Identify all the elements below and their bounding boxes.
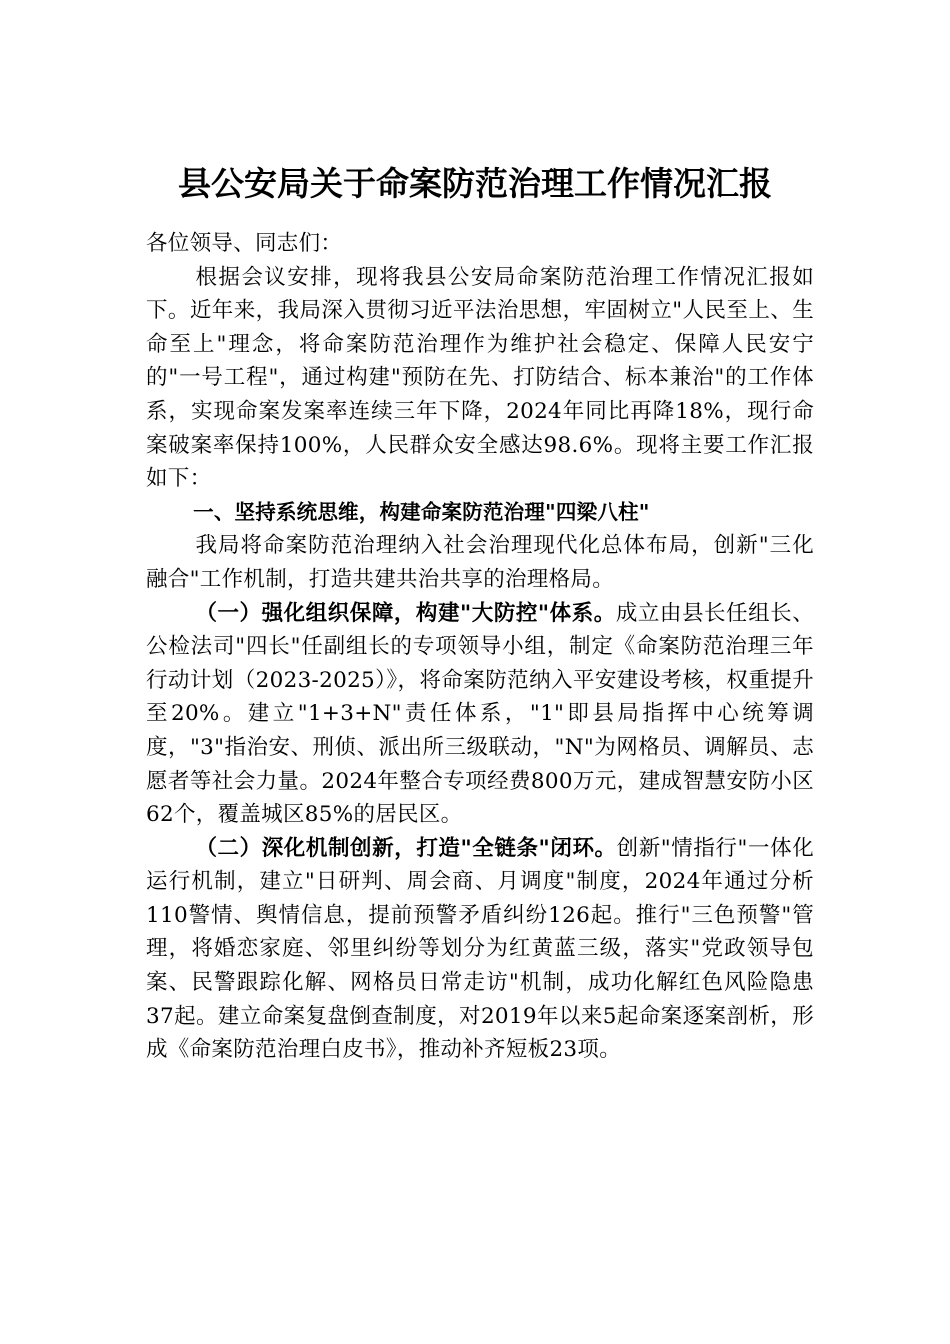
intro-paragraph: 根据会议安排，现将我县公安局命案防范治理工作情况汇报如下。近年来，我局深入贯彻习近平法治思想，牢固树立"人民至上、生命至上"理念，将命案防范治理作为维护社会稳定、保障人民安宁的"一号工程"，通过构建"预防在先、打防结合、标本兼治"的工作体系，实现命案发案率连续三年下降，2024年同比再降18%，现行命案破案率保持100%，人民群众安全感达98.6%。现将主要工作汇报如下：: [146, 264, 814, 492]
subsection-paragraph-2: [146, 832, 814, 1067]
subsection-heading-1: （一）强化组织保障，构建"大防控"体系。: [195, 600, 616, 626]
section-lead-paragraph: 我局将命案防范治理纳入社会治理现代化总体布局，创新"三化融合"工作机制，打造共建共治共享的治理格局。: [146, 533, 814, 592]
subsection-body-2: 创新"情指行"一体化运行机制，建立"日研判、周会商、月调度"制度，2024年通过分析110警情、舆情信息，提前预警矛盾纠纷126起。推行"三色预警"管理，将婚恋家庭、邻里纠纷等划分为红黄蓝三级，落实"党政领导包案、民警跟踪化解、网格员日常走访"机制，成功化解红色风险隐患37起。建立命案复盘倒查制度，对2019年以来5起命案逐案剖析，形成《命案防范治理白皮书》，推动补齐短板23项。: [146, 835, 815, 1063]
section-heading-1: 一、坚持系统思维，构建命案防范治理"四梁八柱": [193, 499, 650, 524]
subsection-body-1: 成立由县长任组长、公检法司"四长"任副组长的专项领导小组，制定《命案防范治理三年行动计划（2023-2025）》，将命案防范纳入平安建设考核，权重提升至20%。建立"1+3+N"责任体系，"1"即县局指挥中心统筹调度，"3"指治安、刑侦、派出所三级联动，"N"为网格员、调解员、志愿者等社会力量。2024年整合专项经费800万元，建成智慧安防小区62个，覆盖城区85%的居民区。: [146, 600, 815, 828]
salutation: 各位领导、同志们：: [146, 231, 343, 256]
subsection-heading-2: （二）深化机制创新，打造"全链条"闭环。: [195, 835, 617, 861]
document-body: [146, 227, 814, 1067]
subsection-paragraph-1: [146, 597, 814, 832]
document-title: 县公安局关于命案防范治理工作情况汇报: [178, 164, 772, 203]
